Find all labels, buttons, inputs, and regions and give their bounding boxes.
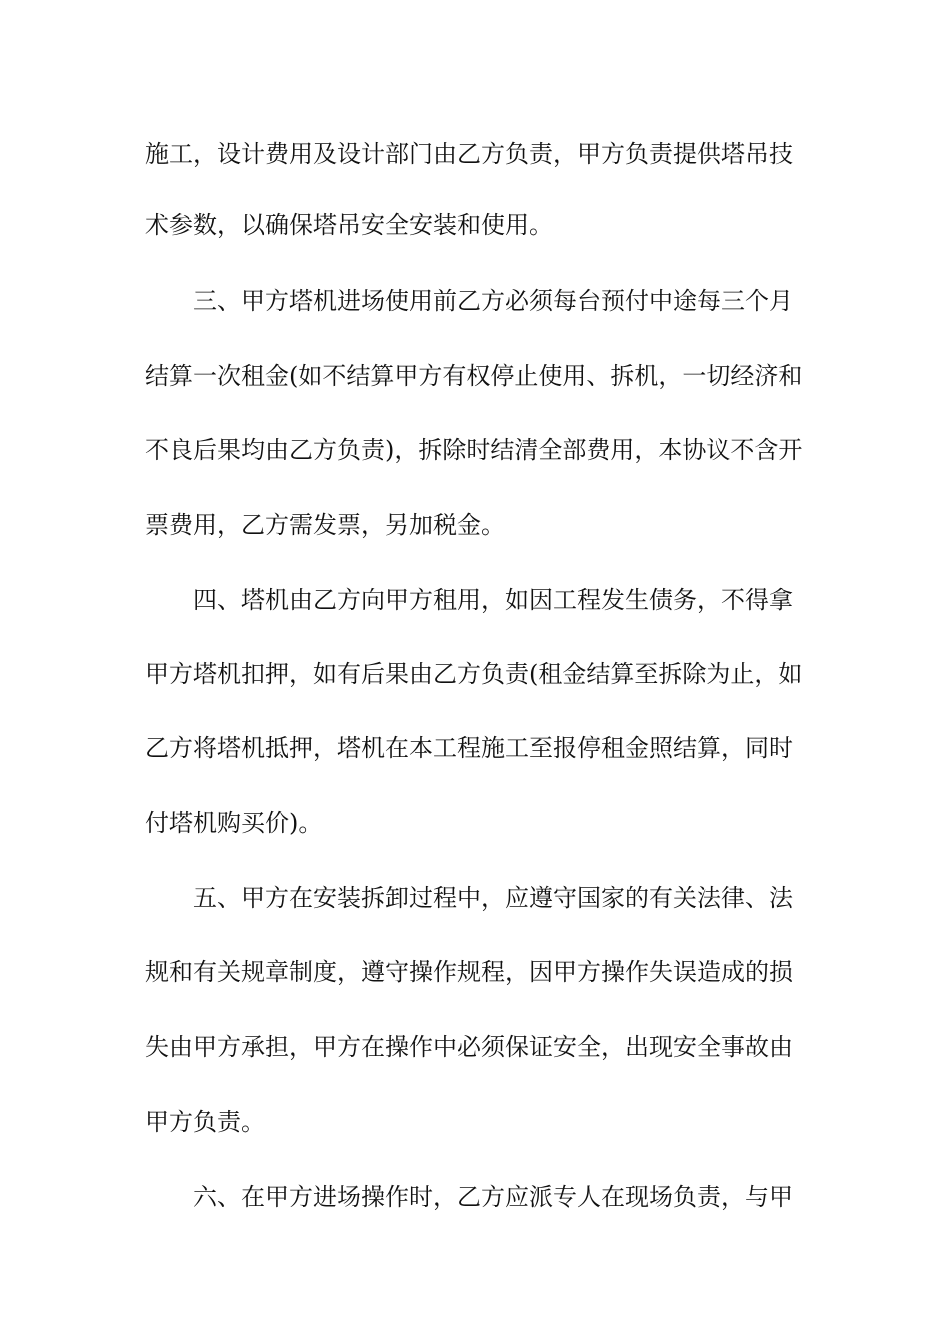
paragraph-six-start: 六、在甲方进场操作时，乙方应派专人在现场负责，与甲 [193, 1183, 793, 1211]
paragraph-four-start: 四、塔机由乙方向甲方租用，如因工程发生债务，不得拿 [193, 586, 793, 614]
text-line: 甲方塔机扣押，如有后果由乙方负责(租金结算至拆除为止，如 [145, 660, 803, 688]
text-line: 乙方将塔机抵押，塔机在本工程施工至报停租金照结算，同时 [145, 734, 793, 762]
text-line: 付塔机购买价)。 [145, 809, 323, 837]
text-line: 票费用，乙方需发票，另加税金。 [145, 511, 505, 539]
text-line: 甲方负责。 [145, 1108, 265, 1136]
text-line: 术参数，以确保塔吊安全安装和使用。 [145, 211, 553, 239]
text-line: 不良后果均由乙方负责)，拆除时结清全部费用，本协议不含开 [145, 436, 803, 464]
text-line: 施工，设计费用及设计部门由乙方负责，甲方负责提供塔吊技 [145, 140, 793, 168]
text-line: 结算一次租金(如不结算甲方有权停止使用、拆机，一切经济和 [145, 362, 803, 390]
paragraph-three-start: 三、甲方塔机进场使用前乙方必须每台预付中途每三个月 [193, 287, 793, 315]
text-line: 失由甲方承担，甲方在操作中必须保证安全，出现安全事故由 [145, 1033, 793, 1061]
text-line: 规和有关规章制度，遵守操作规程，因甲方操作失误造成的损 [145, 958, 793, 986]
paragraph-five-start: 五、甲方在安装拆卸过程中，应遵守国家的有关法律、法 [193, 884, 793, 912]
